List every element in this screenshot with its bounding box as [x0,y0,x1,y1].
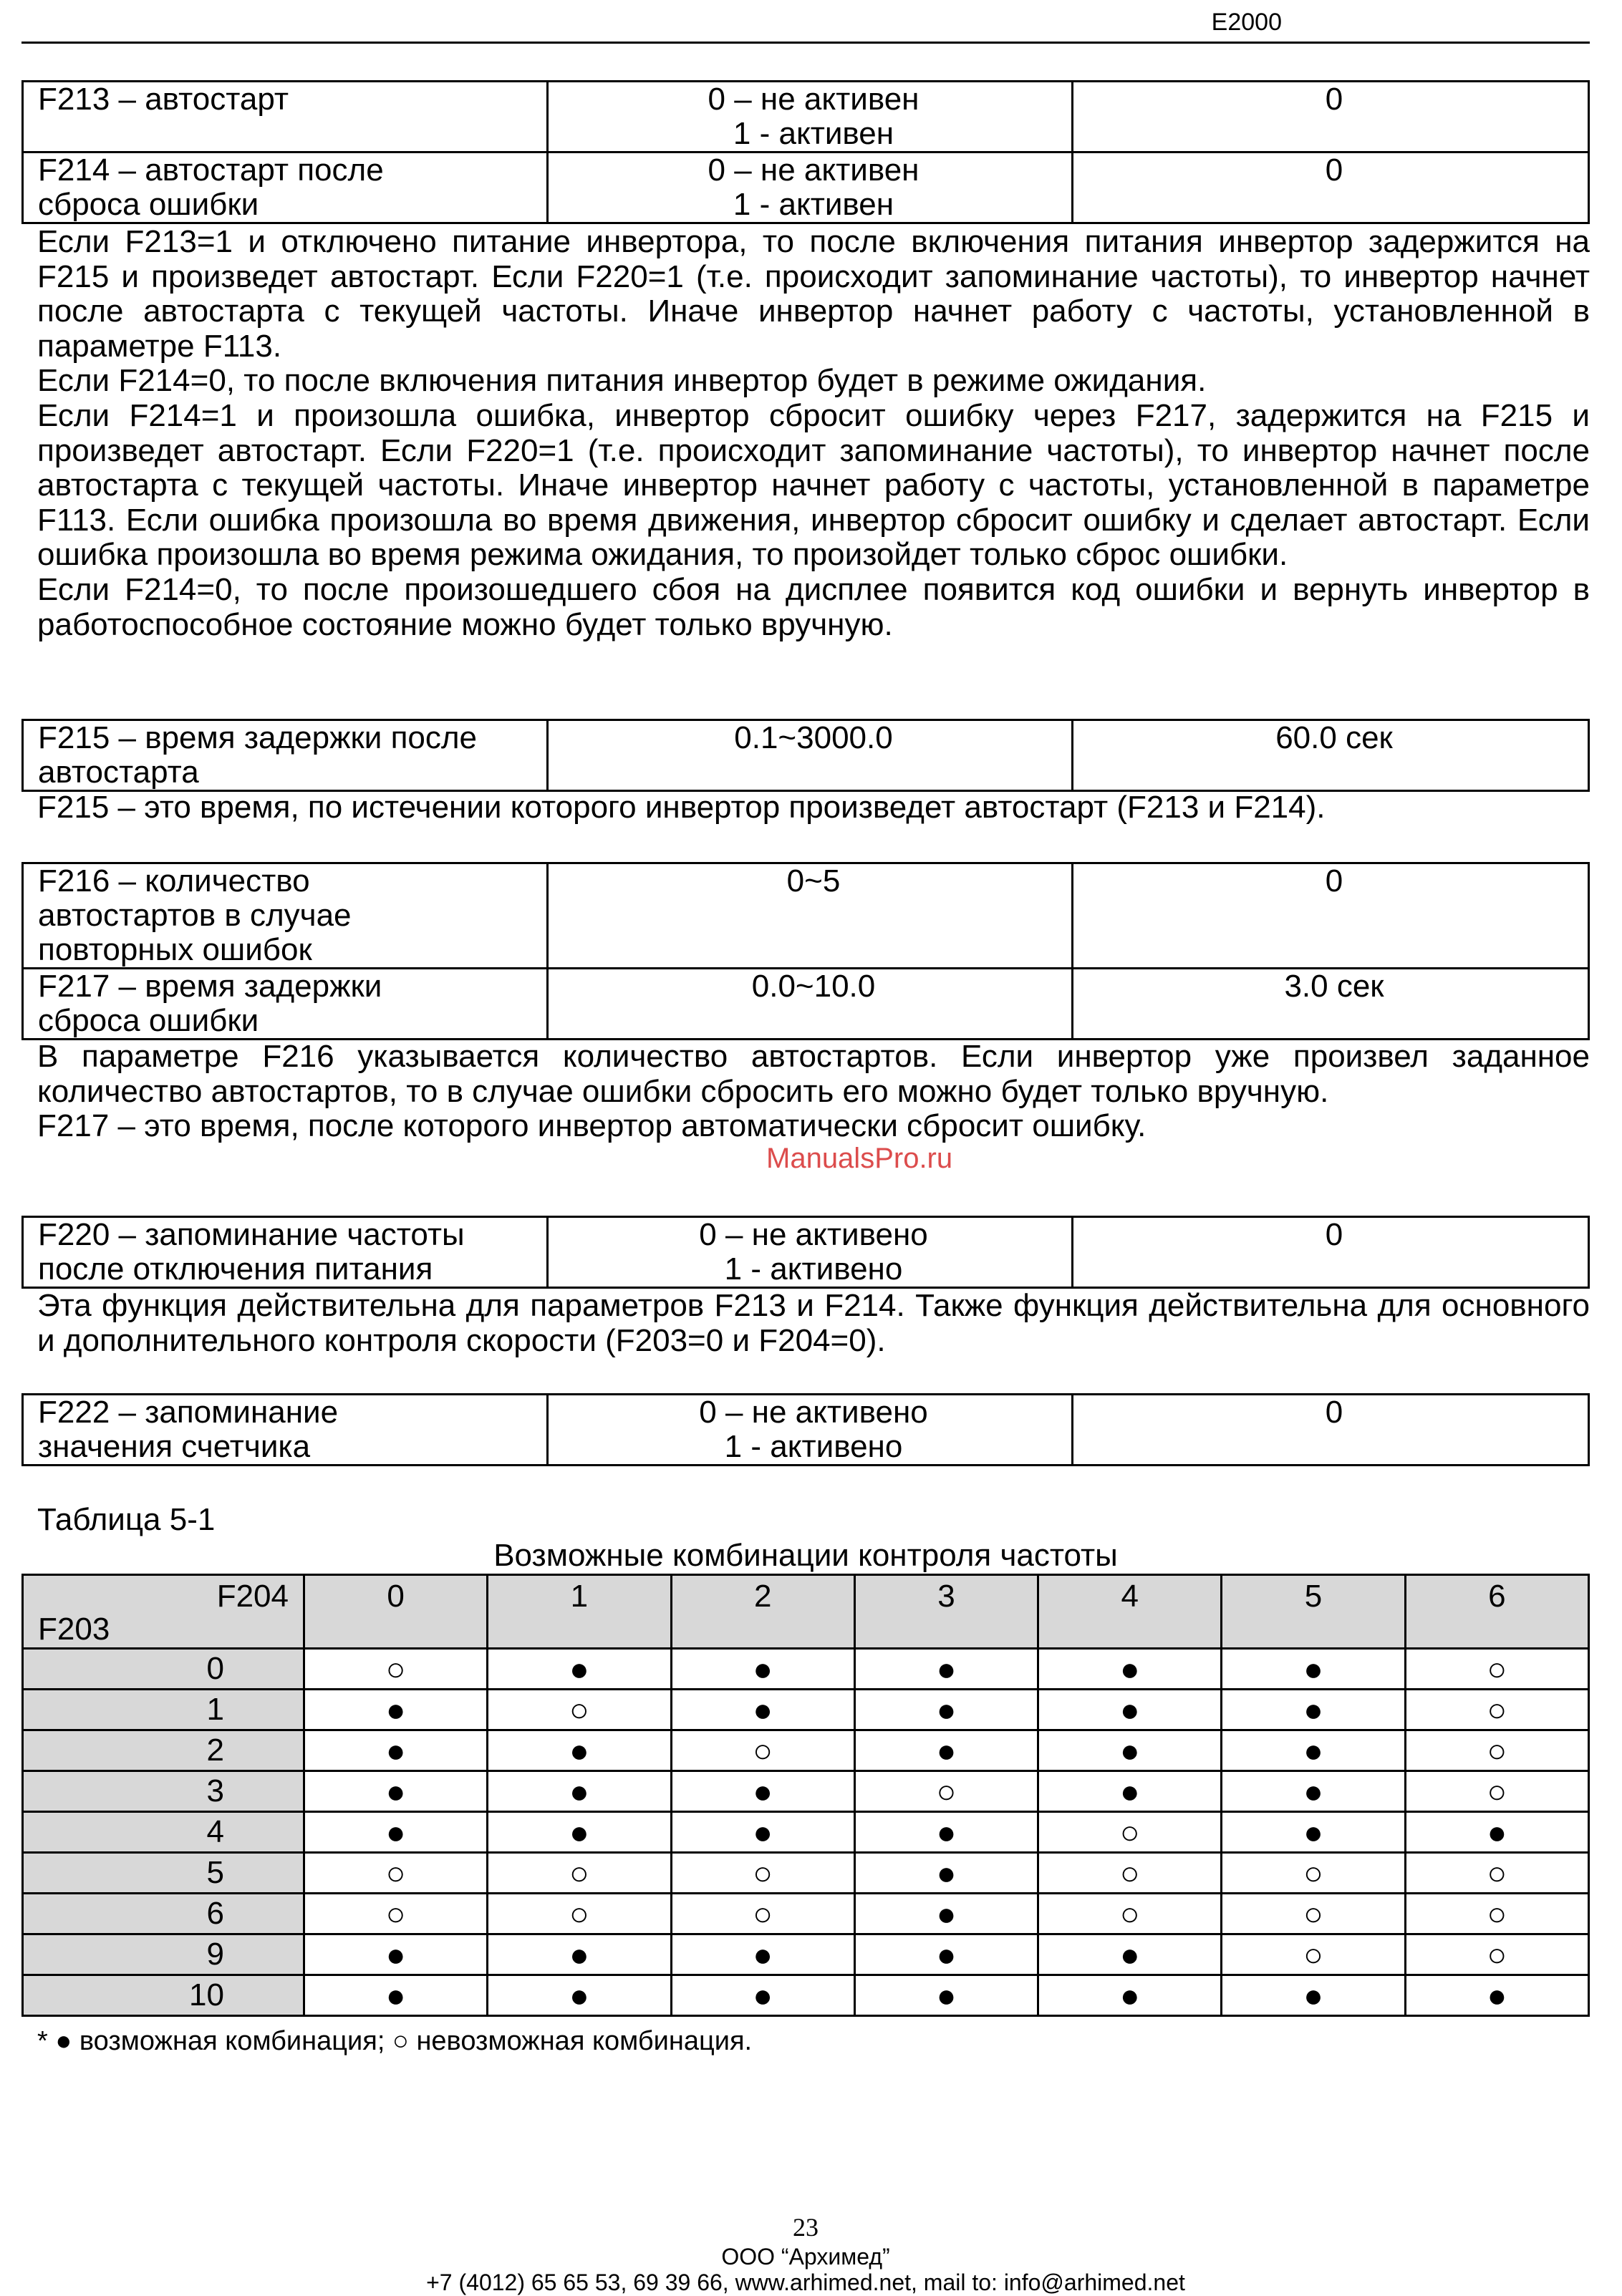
combination-cell: ● [854,1975,1038,2016]
combination-cell: ● [854,1812,1038,1853]
combination-cell: ○ [1038,1853,1222,1894]
combination-cell: ● [671,1690,854,1730]
combination-cell: ● [1222,1812,1405,1853]
param-table-f216-f217 [21,862,1590,1040]
row-header: 10 [23,1975,304,2016]
combination-cell: ○ [488,1894,671,1934]
combination-cell: ● [304,1975,488,2016]
combination-cell: ● [854,1690,1038,1730]
combination-cell: ○ [671,1894,854,1934]
combination-cell: ● [1405,1812,1588,1853]
combination-cell: ○ [1038,1812,1222,1853]
table-row [23,1894,1589,1934]
param-range: 0.0~10.0 [548,969,1073,1040]
param-default: 0 [1073,82,1589,152]
combination-cell: ● [1222,1649,1405,1690]
paragraph: В параметре F216 указывается количество автостартов. Если инвертор уже произвел заданное количество автостартов, то в случае ошибки сбросить его можно будет только вручную. [37,1039,1590,1109]
param-range: 0~5 [548,863,1073,969]
param-name: F216 – количество автостартов в случае повторных ошибок [23,863,548,969]
param-table-f220 [21,1216,1590,1289]
combination-cell: ● [304,1934,488,1975]
combination-cell: ○ [304,1894,488,1934]
combination-cell: ● [671,1771,854,1812]
param-range: 0 – не активено 1 - активено [548,1395,1073,1466]
param-name: F217 – время задержки сброса ошибки [23,969,548,1040]
combination-cell: ● [304,1730,488,1771]
table-row [23,1649,1589,1690]
row-header: 1 [23,1690,304,1730]
footer-company: ООО “Архимед” [721,2244,890,2270]
combination-cell: ● [671,1934,854,1975]
doc-code: E2000 [1211,9,1282,36]
column-header: 2 [671,1575,854,1649]
param-row-f222 [23,1395,1589,1466]
combination-cell: ○ [1405,1934,1588,1975]
combination-cell: ○ [1038,1894,1222,1934]
paragraph: F215 – это время, по истечении которого инвертор произведет автостарт (F213 и F214). [37,790,1326,825]
combination-table [21,1574,1590,2017]
paragraph: Если F213=1 и отключено питание инвертора, то после включения питания инвертор задержится на F215 и произведет автостарт. Если F220=1 (т.е. происходит запоминание частоты), то инвертор начнет после автостарта с текущей частоты. Иначе инвертор начнет работу с частоты, установленной в параметре F113. [37,224,1590,364]
combination-cell: ● [488,1975,671,2016]
combination-cell: ○ [1405,1853,1588,1894]
description-f220 [37,1289,1590,1358]
column-header: 3 [854,1575,1038,1649]
combination-cell: ● [304,1690,488,1730]
param-row-f214 [23,152,1589,223]
param-range: 0 – не активено 1 - активено [548,1217,1073,1288]
combination-cell: ● [1038,1649,1222,1690]
param-row-f216 [23,863,1589,969]
table-corner-cell [23,1575,304,1649]
combination-cell: ● [1222,1771,1405,1812]
combination-cell: ○ [854,1771,1038,1812]
combination-cell: ○ [1405,1730,1588,1771]
param-range: 0.1~3000.0 [548,720,1073,791]
param-name: F220 – запоминание частоты после отключения питания [23,1217,548,1288]
combination-cell: ○ [488,1690,671,1730]
row-header: 6 [23,1894,304,1934]
table-row [23,1771,1589,1812]
param-default: 0 [1073,152,1589,223]
param-table-f213-f214 [21,80,1590,224]
param-name: F214 – автостарт после сброса ошибки [23,152,548,223]
table-title: Возможные комбинации контроля частоты [493,1538,1118,1573]
footer-contacts: +7 (4012) 65 65 53, 69 39 66, www.arhimed.net, mail to: info@arhimed.net [426,2270,1185,2295]
param-table-f222 [21,1393,1590,1466]
description-f215 [37,790,1590,825]
param-default: 0 [1073,1217,1589,1288]
combination-cell: ● [1038,1975,1222,2016]
param-name: F222 – запоминание значения счетчика [23,1395,548,1466]
table-row [23,1690,1589,1730]
combination-cell: ● [1038,1934,1222,1975]
table-header-row [23,1575,1589,1649]
combination-cell: ● [488,1730,671,1771]
combination-cell: ○ [304,1649,488,1690]
combination-cell: ● [488,1812,671,1853]
page-number: 23 [793,2213,819,2242]
param-row-f217 [23,969,1589,1040]
combination-cell: ● [1222,1690,1405,1730]
row-header: 3 [23,1771,304,1812]
row-axis-label: F203 [38,1612,110,1647]
combination-cell: ○ [1405,1894,1588,1934]
column-header: 0 [304,1575,488,1649]
combination-cell: ● [854,1730,1038,1771]
combination-cell: ● [671,1975,854,2016]
table-row [23,1853,1589,1894]
table-row [23,1975,1589,2016]
table-row [23,1934,1589,1975]
param-name: F215 – время задержки после автостарта [23,720,548,791]
combination-cell: ● [1038,1771,1222,1812]
paragraph: F217 – это время, после которого инвертор автоматически сбросит ошибку. [37,1108,1146,1144]
table-legend: * ● возможная комбинация; ○ невозможная комбинация. [37,2026,753,2056]
combination-cell: ● [854,1853,1038,1894]
description-f216-f217 [37,1040,1590,1144]
table-caption: Таблица 5-1 [37,1502,216,1537]
column-header: 1 [488,1575,671,1649]
row-header: 5 [23,1853,304,1894]
param-row-f213 [23,82,1589,152]
combination-cell: ● [671,1649,854,1690]
paragraph: Если F214=0, то после произошедшего сбоя на дисплее появится код ошибки и вернуть инвертор в работоспособное состояние можно будет только вручную. [37,571,1590,642]
combination-cell: ● [304,1812,488,1853]
watermark: ManualsPro.ru [766,1143,953,1174]
table-row [23,1730,1589,1771]
column-axis-label: F204 [216,1579,289,1614]
param-default: 3.0 сек [1073,969,1589,1040]
param-table-f215 [21,719,1590,792]
param-row-f215 [23,720,1589,791]
table-row [23,1812,1589,1853]
row-header: 4 [23,1812,304,1853]
combination-cell: ○ [1222,1934,1405,1975]
combination-cell: ● [1038,1730,1222,1771]
combination-cell: ○ [1222,1853,1405,1894]
column-header: 4 [1038,1575,1222,1649]
combination-cell: ● [854,1934,1038,1975]
combination-cell: ● [488,1649,671,1690]
combination-cell: ● [304,1771,488,1812]
combination-cell: ● [1405,1975,1588,2016]
combination-cell: ○ [488,1853,671,1894]
param-range: 0 – не активен 1 - активен [548,152,1073,223]
page-header [21,6,1590,44]
combination-cell: ● [671,1812,854,1853]
param-name: F213 – автостарт [23,82,548,152]
row-header: 2 [23,1730,304,1771]
param-default: 60.0 сек [1073,720,1589,791]
paragraph: Если F214=0, то после включения питания инвертор будет в режиме ожидания. [37,363,1207,399]
combination-cell: ● [1222,1975,1405,2016]
param-row-f220 [23,1217,1589,1288]
param-default: 0 [1073,863,1589,969]
combination-cell: ● [1038,1690,1222,1730]
column-header: 5 [1222,1575,1405,1649]
combination-cell: ○ [671,1730,854,1771]
param-default: 0 [1073,1395,1589,1466]
combination-cell: ● [488,1771,671,1812]
paragraph: Эта функция действительна для параметров F213 и F214. Также функция действительна для основного и дополнительного контроля скорости (F203=0 и F204=0). [37,1288,1590,1358]
description-f213-f214 [37,225,1590,642]
combination-cell: ○ [304,1853,488,1894]
column-header: 6 [1405,1575,1588,1649]
combination-cell: ○ [1405,1649,1588,1690]
combination-cell: ○ [671,1853,854,1894]
row-header: 0 [23,1649,304,1690]
paragraph: Если F214=1 и произошла ошибка, инвертор сбросит ошибку через F217, задержится на F215 и произведет автостарт. Если F220=1 (т.е. происходит запоминание частоты), то инвертор начнет после автостарта с текущей частоты. Иначе инвертор начнет работу с частоты, установленной в параметре F113. Если ошибка произошла во время движения, инвертор сбросит ошибку и сделает автостарт. Если ошибка произошла во время режима ожидания, то произойдет только сброс ошибки. [37,397,1590,573]
row-header: 9 [23,1934,304,1975]
param-range: 0 – не активен 1 - активен [548,82,1073,152]
combination-cell: ○ [1405,1771,1588,1812]
combination-cell: ● [854,1894,1038,1934]
combination-cell: ● [488,1934,671,1975]
combination-cell: ● [854,1649,1038,1690]
combination-cell: ○ [1222,1894,1405,1934]
combination-cell: ● [1222,1730,1405,1771]
combination-cell: ○ [1405,1690,1588,1730]
